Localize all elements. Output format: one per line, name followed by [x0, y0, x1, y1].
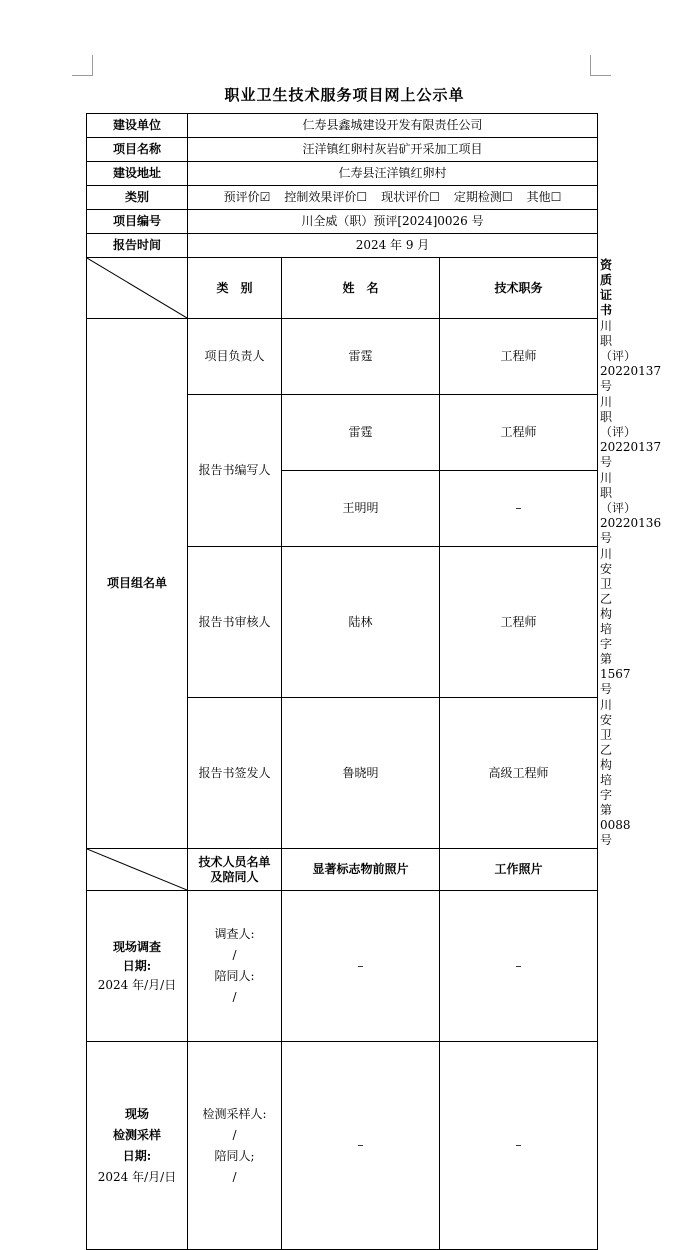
- sampling-staff-line: 检测采样人:: [202, 1106, 267, 1121]
- survey-staff-line: /: [232, 948, 237, 962]
- team-member-name: 陆林: [282, 547, 440, 698]
- crop-mark-top-right: [590, 55, 611, 76]
- survey-staff-line: 陪同人:: [214, 969, 255, 983]
- diagonal-line: [87, 258, 187, 318]
- disclosure-form-table: [86, 113, 662, 1250]
- team-role: 报告书编写人: [188, 395, 282, 547]
- team-member-title: 高级工程师: [440, 698, 598, 849]
- page-title: 职业卫生技术服务项目网上公示单: [224, 86, 465, 104]
- survey-date: 2024 年/月/日: [97, 977, 177, 992]
- team-member-title: 工程师: [440, 319, 598, 395]
- survey-row: [87, 891, 598, 1042]
- team-row: 项目组名单 项目负责人 雷霆 工程师 川职（评）20220137 号: [87, 319, 598, 395]
- survey-staff-cell: [188, 891, 282, 1042]
- survey-landmark-photo: –: [282, 891, 440, 1042]
- survey-staff-line: 调查人:: [214, 927, 255, 941]
- sampling-staff-line: 陪同人;: [214, 1148, 255, 1163]
- sampling-label-line: 现场: [124, 1106, 149, 1121]
- sampling-staff-line: /: [232, 1169, 237, 1184]
- team-role: 项目负责人: [188, 319, 282, 395]
- category-option-other: 其他☐: [526, 190, 562, 204]
- team-member-title: 工程师: [440, 547, 598, 698]
- row-report-time: [87, 234, 598, 258]
- sampling-landmark-photo: –: [282, 1042, 440, 1250]
- project-number-label: 项目编号: [87, 210, 188, 234]
- survey-label-line: 现场调查: [112, 939, 161, 954]
- team-row: 王明明 – 川职（评）20220136 号: [87, 471, 598, 547]
- survey-staff-line: /: [232, 990, 237, 1004]
- sampling-date-cell: [87, 1042, 188, 1250]
- team-row: 报告书编写人 雷霆 工程师 川职（评）20220137 号: [87, 395, 598, 471]
- team-header-title: 技术职务: [440, 258, 598, 319]
- sampling-label-line: 检测采样: [112, 1127, 161, 1142]
- sampling-date: 2024 年/月/日: [97, 1169, 177, 1184]
- survey-work-photo: –: [440, 891, 598, 1042]
- row-project-number: [87, 210, 598, 234]
- landmark-photo-header: 显著标志物前照片: [282, 849, 440, 891]
- team-header-name: 姓 名: [282, 258, 440, 319]
- report-time-value: 2024 年 9 月: [188, 234, 598, 258]
- row-construction-address: [87, 162, 598, 186]
- team-role: 报告书签发人: [188, 698, 282, 849]
- team-header-row: 类 别 姓 名 技术职务 资质证书: [87, 258, 598, 319]
- crop-mark-top-left: [72, 55, 93, 76]
- category-options: [188, 186, 598, 210]
- project-name-label: 项目名称: [87, 138, 188, 162]
- team-row: 报告书签发人 鲁晓明 高级工程师 川安卫乙构培字第 0088 号: [87, 698, 598, 849]
- team-role: 报告书审核人: [188, 547, 282, 698]
- row-category: [87, 186, 598, 210]
- report-time-label: 报告时间: [87, 234, 188, 258]
- category-label: 类别: [87, 186, 188, 210]
- team-member-title: 工程师: [440, 395, 598, 471]
- team-member-name: 鲁晓明: [282, 698, 440, 849]
- team-member-title: –: [440, 471, 598, 547]
- construction-unit-value: 仁寿县鑫城建设开发有限责任公司: [188, 114, 598, 138]
- project-name-value: 汪洋镇红卵村灰岩矿开采加工项目: [188, 138, 598, 162]
- category-option-status-evaluation: 现状评价☐: [381, 190, 440, 204]
- team-row: 报告书审核人 陆林 工程师 川安卫乙构培字第 1567 号: [87, 547, 598, 698]
- sampling-work-photo: –: [440, 1042, 598, 1250]
- construction-address-label: 建设地址: [87, 162, 188, 186]
- project-number-value: 川全威（职）预评[2024]0026 号: [188, 210, 598, 234]
- team-group-label: 项目组名单: [87, 319, 188, 849]
- sampling-row: [87, 1042, 598, 1250]
- team-member-name: 雷霆: [282, 319, 440, 395]
- sampling-staff-cell: [188, 1042, 282, 1250]
- row-project-name: [87, 138, 598, 162]
- construction-address-value: 仁寿县汪洋镇红卵村: [188, 162, 598, 186]
- team-member-name: 雷霆: [282, 395, 440, 471]
- staff-list-header-line: 及陪同人: [210, 869, 259, 884]
- work-photo-header: 工作照片: [440, 849, 598, 891]
- team-member-name: 王明明: [282, 471, 440, 547]
- survey-date-cell: [87, 891, 188, 1042]
- sampling-staff-line: /: [232, 1127, 237, 1142]
- category-option-periodic-testing: 定期检测☐: [453, 190, 513, 204]
- category-option-pre-evaluation: 预评价☑: [223, 190, 271, 204]
- category-option-control-effect: 控制效果评价☐: [284, 190, 368, 204]
- sampling-label-line: 日期:: [122, 1148, 152, 1163]
- survey-label-line: 日期:: [122, 958, 152, 973]
- staff-list-header-line: 技术人员名单: [198, 854, 271, 869]
- team-header-category: 类 别: [188, 258, 282, 319]
- diagonal-header-cell: [87, 258, 188, 319]
- row-construction-unit: [87, 114, 598, 138]
- construction-unit-label: 建设单位: [87, 114, 188, 138]
